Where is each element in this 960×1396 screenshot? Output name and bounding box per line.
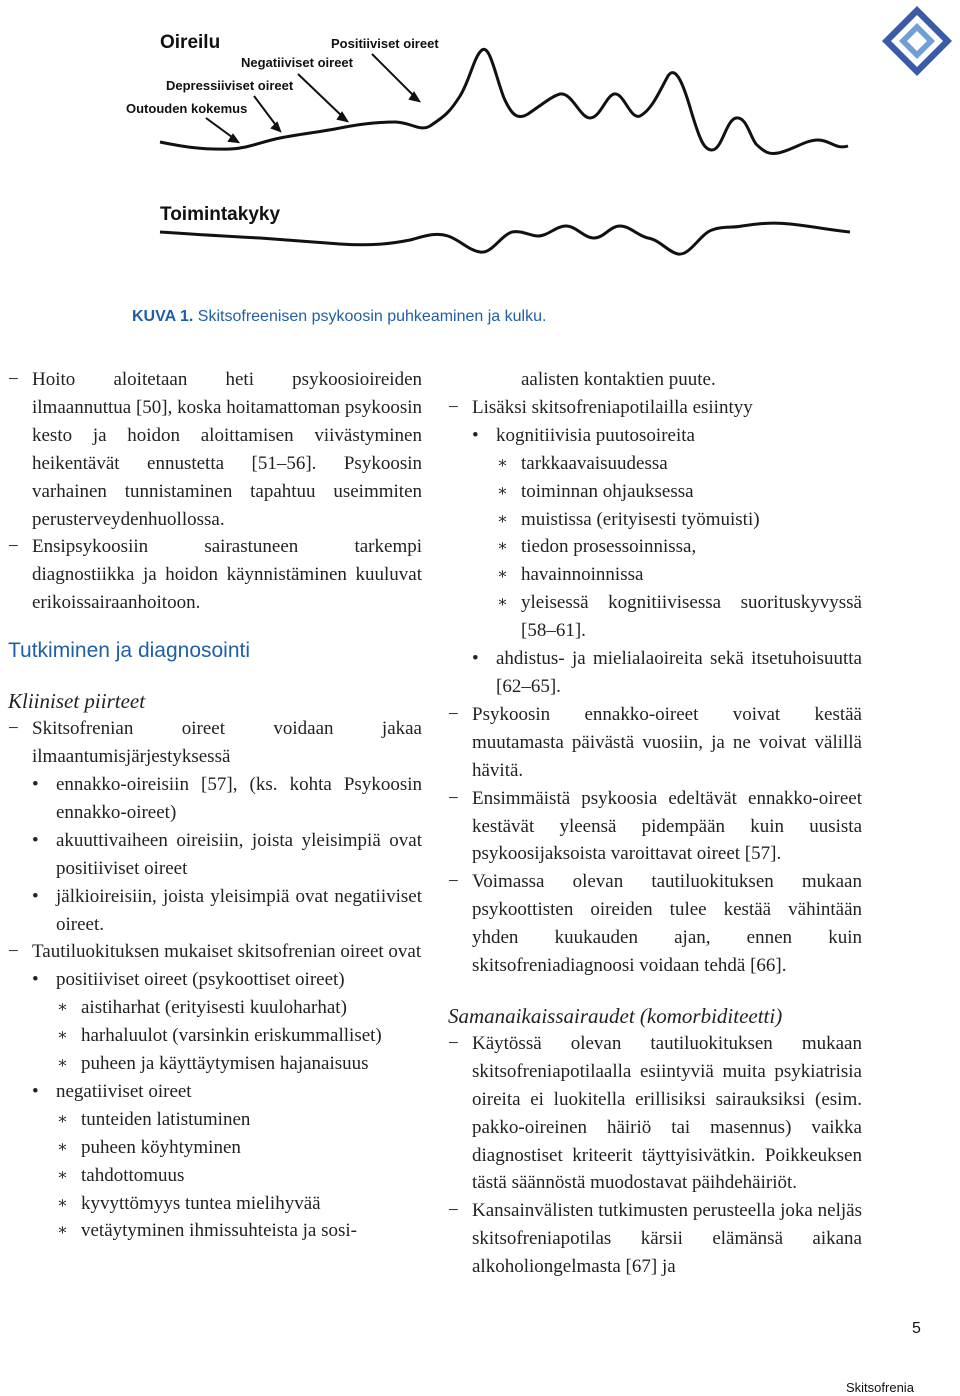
list-item: [448, 506, 862, 534]
list-item: [448, 701, 862, 785]
list-marker: ∗: [57, 1055, 68, 1073]
list-item: [448, 645, 862, 701]
list-marker: ∗: [57, 1166, 68, 1184]
list-item-text: vetäytyminen ihmissuhteista ja sosi-: [81, 1220, 357, 1242]
list-item: [448, 533, 862, 561]
list-marker: −: [8, 369, 19, 390]
list-item-text: yleisessä kognitiivisessa suorituskyvyssä [58–61].: [521, 592, 862, 642]
list-item: [8, 1217, 422, 1245]
list-marker: ∗: [497, 510, 508, 528]
arrow-depressiiviset: [254, 96, 278, 128]
diamond-logo-icon: [880, 4, 954, 78]
list-item-text: tahdottomuus: [81, 1164, 185, 1186]
list-marker: ∗: [497, 482, 508, 500]
sub-heading-samanaikaissairaudet: Samanaikaissairaudet (komorbiditeetti): [448, 1003, 783, 1028]
list-item: [8, 1134, 422, 1162]
list-marker: −: [448, 1200, 459, 1222]
list-item-text: ennakko-oireisiin [57], (ks. kohta Psykoosin ennakko-oireet): [56, 773, 422, 823]
list-item: [448, 589, 862, 645]
list-item-text: negatiiviset oireet: [56, 1080, 192, 1102]
list-item: [8, 715, 422, 771]
section-heading: Tutkiminen ja diagnosointi: [8, 639, 251, 663]
list-item-text: Ensipsykoosiin sairastuneen tarkempi diagnostiikka ja hoidon käynnistäminen kuuluvat erikoissairaanhoitoon.: [32, 536, 422, 614]
figure-label-oireilu: Oireilu: [160, 32, 221, 53]
list-item-text: harhaluulot (varsinkin eriskummalliset): [81, 1025, 382, 1047]
list-item: [448, 366, 862, 394]
list-item-text: puheen köyhtyminen: [81, 1136, 241, 1158]
list-marker: −: [448, 787, 459, 809]
figure-caption: [132, 308, 546, 326]
list-item: [8, 1106, 422, 1134]
list-item-text: positiiviset oireet (psykoottiset oireet): [56, 969, 345, 991]
list-marker: ∗: [497, 454, 508, 472]
figure-label-toimintakyky: Toimintakyky: [160, 204, 281, 225]
list-marker: •: [32, 773, 39, 795]
list-marker: ∗: [57, 999, 68, 1017]
list-item: [8, 938, 422, 966]
list-item-text: muistissa (erityisesti työmuisti): [521, 508, 760, 530]
list-item-text: havainnoinnissa: [521, 564, 644, 586]
list-item: [8, 1162, 422, 1190]
list-item: [8, 366, 422, 533]
list-item-text: Käytössä olevan tautiluokituksen mukaan skitsofreniapotilaalla esiintyviä muita psykiatrisia oireita ei luokitella erillisiksi sairauksiksi (esim. pakko-oireinen häiriö tai masennus) vaikka diagnostiset kriteerit täyttyisivätkin. Poikkeuksen tästä säännöstä muodostavat päihdehäiriöt.: [472, 1032, 862, 1194]
list-item-text: aalisten kontaktien puute.: [521, 369, 716, 390]
list-marker: •: [472, 648, 479, 670]
list-item-text: Voimassa olevan tautiluokituksen mukaan psykoottisten oireiden tulee kestää vähintään yhden kuukauden ajan, ennen kuin skitsofreniadiagnoosi voidaan tehdä [66].: [472, 871, 862, 977]
list-item-text: Hoito aloitetaan heti psykoosioireiden ilmaannuttua [50], koska hoitamattoman psykoosin kesto ja hoidon aloittamisen viivästyminen heikentävät ennustetta [51–56]. Psykoosin varhainen tunnistaminen tapahtuu useimmiten perusterveydenhuollossa.: [32, 369, 422, 530]
list-marker: •: [32, 1080, 39, 1102]
list-item-text: Ensimmäistä psykoosia edeltävät ennakko-oireet kestävät yleensä pidempään kuin uusista psykoosijaksoista varoittavat oireet [57].: [472, 787, 862, 865]
list-item-text: Skitsofrenian oireet voidaan jakaa ilmaantumisjärjestyksessä: [32, 718, 422, 768]
list-marker: −: [8, 718, 19, 740]
arrow-positiiviset: [372, 54, 416, 98]
list-marker: −: [8, 941, 19, 963]
list-marker: •: [32, 829, 39, 851]
caption-text: Skitsofreenisen psykoosin puhkeaminen ja kulku.: [197, 308, 547, 325]
list-item-text: Tautiluokituksen mukaiset skitsofrenian oireet ovat: [32, 941, 422, 963]
list-marker: ∗: [497, 594, 508, 612]
left-column: [8, 366, 422, 1245]
page-number: 5: [912, 1320, 921, 1337]
list-item-text: tiedon prosessoinnissa,: [521, 536, 697, 558]
list-item: [448, 561, 862, 589]
list-item-text: tarkkaavaisuudessa: [521, 452, 668, 474]
list-item-text: puheen ja käyttäytymisen hajanaisuus: [81, 1053, 369, 1075]
list-item: [448, 422, 862, 450]
list-item: [8, 1050, 422, 1078]
list-marker: •: [32, 885, 39, 907]
list-item-text: Lisäksi skitsofreniapotilailla esiintyy: [472, 396, 753, 418]
list-marker: −: [448, 1032, 459, 1054]
list-marker: −: [448, 871, 459, 893]
list-marker: −: [8, 536, 19, 558]
list-item: [448, 868, 862, 980]
figure-label-positiiviset: Positiiviset oireet: [331, 36, 439, 51]
list-item-text: ahdistus- ja mielialaoireita sekä itsetuhoisuutta [62–65].: [496, 648, 862, 697]
sub-heading-kliiniset: Kliiniset piirteet: [8, 689, 146, 714]
arrow-negatiiviset: [298, 74, 344, 118]
list-item-text: kognitiivisia puutosoireita: [496, 424, 695, 446]
list-marker: −: [448, 396, 459, 418]
list-item: [8, 883, 422, 939]
list-marker: −: [448, 703, 459, 725]
list-item: [448, 394, 862, 422]
list-item: [8, 1078, 422, 1106]
list-marker: •: [32, 969, 39, 991]
list-item-text: jälkioireisiin, joista yleisimpiä ovat negatiiviset oireet.: [56, 885, 422, 935]
list-item-text: Psykoosin ennakko-oireet voivat kestää muutamasta päivästä vuosiin, ja ne voivat välillä hävitä.: [472, 703, 862, 781]
figure-label-depressiiviset: Depressiiviset oireet: [166, 78, 294, 93]
list-item: [8, 966, 422, 994]
list-item-text: akuuttivaiheen oireisiin, joista yleisimpiä ovat positiiviset oireet: [56, 829, 422, 879]
function-curve: [160, 223, 850, 254]
list-marker: ∗: [57, 1138, 68, 1156]
figure-label-outouden: Outouden kokemus: [126, 101, 248, 116]
list-item-text: tunteiden latistuminen: [81, 1108, 251, 1130]
list-item: [448, 1030, 862, 1197]
arrow-head-depressiiviset: [272, 123, 280, 131]
list-marker: ∗: [57, 1110, 68, 1128]
list-item-text: Kansainvälisten tutkimusten perusteella joka neljäs skitsofreniapotilas kärsii elämänsä aikana alkoholiongelmasta [67] ja: [472, 1200, 862, 1278]
list-item: [448, 785, 862, 869]
list-item-text: aistiharhat (erityisesti kuuloharhat): [81, 997, 347, 1019]
figure-label-negatiiviset: Negatiiviset oireet: [241, 55, 353, 70]
list-marker: ∗: [57, 1222, 68, 1240]
list-item: [8, 994, 422, 1022]
symptom-course-figure: [0, 0, 960, 340]
list-item: [448, 1197, 862, 1281]
right-column: [448, 366, 862, 1281]
list-marker: ∗: [497, 538, 508, 556]
list-item: [8, 827, 422, 883]
list-marker: ∗: [57, 1027, 68, 1045]
list-item: [8, 771, 422, 827]
list-marker: ∗: [57, 1194, 68, 1212]
list-marker: •: [472, 424, 479, 446]
footer-title: Skitsofrenia: [846, 1380, 914, 1395]
list-item: [448, 478, 862, 506]
list-item: [8, 1022, 422, 1050]
caption-label: KUVA 1.: [132, 308, 194, 325]
list-item: [448, 450, 862, 478]
list-marker: ∗: [497, 566, 508, 584]
list-item-text: toiminnan ohjauksessa: [521, 480, 694, 502]
list-item: [8, 1190, 422, 1218]
list-item: [8, 533, 422, 617]
list-item-text: kyvyttömyys tuntea mielihyvää: [81, 1192, 321, 1214]
